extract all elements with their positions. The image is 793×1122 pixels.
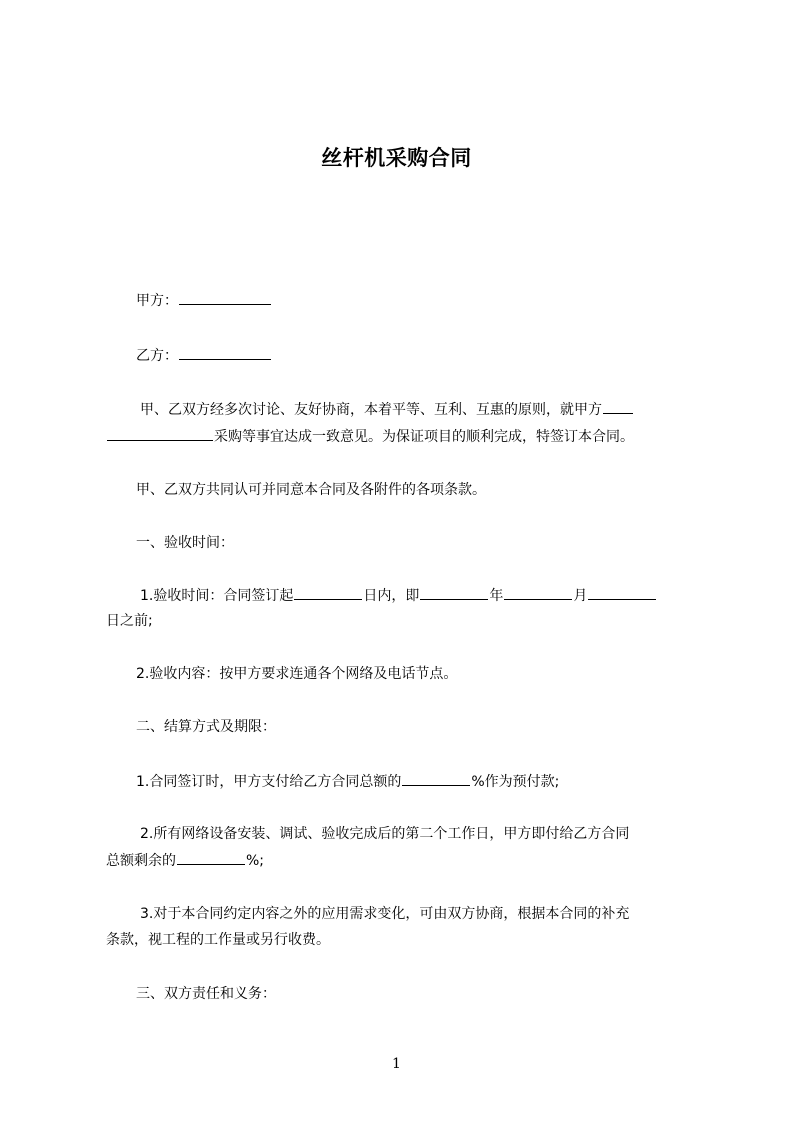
intro-paragraph-line2 — [106, 427, 706, 446]
section-2-item-3-line2: 条款，视工程的工作量或另行收费。 — [106, 932, 330, 948]
remaining-percent-blank — [177, 851, 245, 865]
section-2-item-2-line1: 2.所有网络设备安装、调试、验收完成后的第二个工作日，甲方即付给乙方合同 — [140, 826, 630, 842]
party-b-line — [106, 346, 736, 365]
days-blank — [294, 586, 362, 600]
s2-item2-line2a: 总额剩余的 — [106, 853, 176, 869]
s1-item1-c: 年 — [489, 588, 504, 604]
s1-item1-b: 日内，即 — [363, 588, 420, 604]
party-a-line — [106, 291, 736, 310]
section-1-heading: 一、验收时间： — [136, 535, 234, 551]
intro-blank-1 — [603, 400, 633, 414]
section-1-item-1-line2: 日之前; — [106, 613, 153, 629]
year-blank — [420, 586, 488, 600]
prepay-percent-blank — [402, 772, 470, 786]
s2-item1-a: 1.合同签订时，甲方支付给乙方合同总额的 — [136, 774, 402, 790]
intro-line2-text: 采购等事宜达成一致意见。为保证项目的顺利完成，特签订本合同。 — [214, 429, 634, 445]
intro-line1-text: 甲、乙双方经多次讨论、友好协商，本着平等、互利、互惠的原则，就甲方 — [140, 402, 602, 418]
party-b-blank — [179, 346, 271, 360]
day-blank — [588, 586, 656, 600]
intro-blank-2 — [107, 427, 213, 441]
party-a-label: 甲方： — [136, 293, 178, 309]
section-2-item-3-line1: 3.对于本合同约定内容之外的应用需求变化，可由双方协商，根据本合同的补充 — [140, 906, 630, 922]
agreement-line: 甲、乙双方共同认可并同意本合同及各附件的各项条款。 — [136, 482, 486, 498]
party-b-label: 乙方： — [136, 348, 178, 364]
section-3-heading: 三、双方责任和义务： — [136, 986, 276, 1002]
s1-item1-d: 月 — [573, 588, 588, 604]
section-1-item-1-line1 — [106, 586, 740, 605]
page-number: 1 — [392, 1056, 401, 1072]
document-title: 丝杆机采购合同 — [321, 146, 472, 170]
intro-paragraph-line1 — [106, 400, 740, 419]
section-2-item-2-line2 — [106, 851, 706, 870]
s1-item1-a: 1.验收时间：合同签订起 — [140, 588, 294, 604]
month-blank — [504, 586, 572, 600]
s2-item2-line2b: %; — [246, 853, 265, 869]
party-a-blank — [179, 291, 271, 305]
section-1-item-2: 2.验收内容：按甲方要求连通各个网络及电话节点。 — [136, 666, 458, 682]
section-2-heading: 二、结算方式及期限： — [136, 719, 276, 735]
s2-item1-b: %作为预付款; — [471, 774, 560, 790]
section-2-item-1 — [106, 772, 736, 791]
